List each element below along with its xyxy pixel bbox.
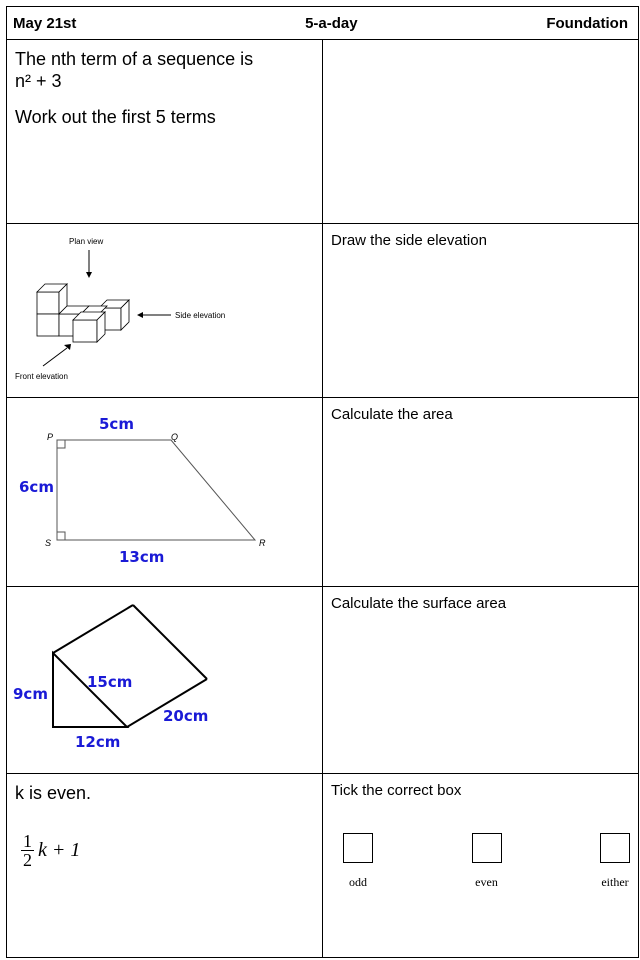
prism-length: 20cm [163,707,209,725]
question-1-cell [7,40,323,224]
vertex-q: Q [171,432,179,442]
cube [37,314,59,336]
q1-line-2: n² + 3 [15,71,62,91]
odd-label: odd [349,875,367,889]
worksheet-title: 5-a-day [305,14,358,32]
q1-line-1: The nth term of a sequence is [15,49,254,69]
fraction-numerator: 1 [23,831,32,851]
question-grid [6,6,639,958]
header-row [7,7,639,40]
trapezium-figure [7,398,323,581]
top-length: 5cm [99,415,134,433]
cubes-figure [7,224,323,392]
worksheet [6,6,638,958]
even-checkbox[interactable] [472,833,502,863]
question-2-cell [7,224,323,398]
option-odd[interactable] [343,833,373,890]
front-arrow [43,348,67,366]
prism-edge [53,605,133,653]
q3-instruction: Calculate the area [331,406,453,423]
answer-2-cell[interactable] [323,224,639,398]
q2-instruction: Draw the side elevation [331,232,487,249]
plan-view-label: Plan view [69,237,104,246]
vertex-s: S [45,538,52,548]
question-3-row [7,398,639,587]
cube-stack [37,284,129,342]
tick-options [323,833,638,890]
answer-1-cell[interactable] [323,40,639,224]
q4-instruction: Calculate the surface area [331,595,507,612]
fraction-denominator: 2 [23,850,32,870]
side-arrowhead [137,312,143,318]
vertex-r: R [259,538,266,548]
question-5-cell [7,774,323,958]
question-4-cell [7,587,323,774]
option-either[interactable] [600,833,630,890]
bottom-length: 13cm [119,548,165,566]
base-length: 12cm [75,733,121,751]
plan-view-arrowhead [86,272,92,278]
q5-statement: k is even. [15,783,92,803]
question-5-row [7,774,639,958]
q5-instruction: Tick the correct box [331,782,462,799]
q5-expression [7,832,80,869]
vertex-p: P [47,432,54,442]
question-3-cell [7,398,323,587]
prism-figure [7,587,323,768]
trapezium-shape [57,440,255,540]
answer-5-cell [323,774,639,958]
cube [37,292,59,314]
either-label: either [601,875,629,889]
right-angle-top [57,440,65,448]
expression-rest: k + 1 [38,839,81,861]
date-label: May 21st [13,14,77,32]
front-elevation-label: Front elevation [15,372,68,381]
answer-3-cell[interactable] [323,398,639,587]
q1-line-3: Work out the first 5 terms [15,107,216,127]
question-4-row [7,587,639,774]
odd-checkbox[interactable] [343,833,373,863]
side-elevation-label: Side elevation [175,311,226,320]
right-angle-bottom [57,532,65,540]
answer-4-cell[interactable] [323,587,639,774]
even-label: even [475,875,498,889]
level-label: Foundation [546,14,628,32]
side-length: 6cm [19,478,54,496]
hypotenuse-length: 15cm [87,673,133,691]
question-1-row [7,40,639,224]
either-checkbox[interactable] [600,833,630,863]
prism-edge [133,605,207,679]
question-2-row [7,224,639,398]
option-even[interactable] [472,833,502,890]
height-length: 9cm [13,685,48,703]
cube [73,320,97,342]
